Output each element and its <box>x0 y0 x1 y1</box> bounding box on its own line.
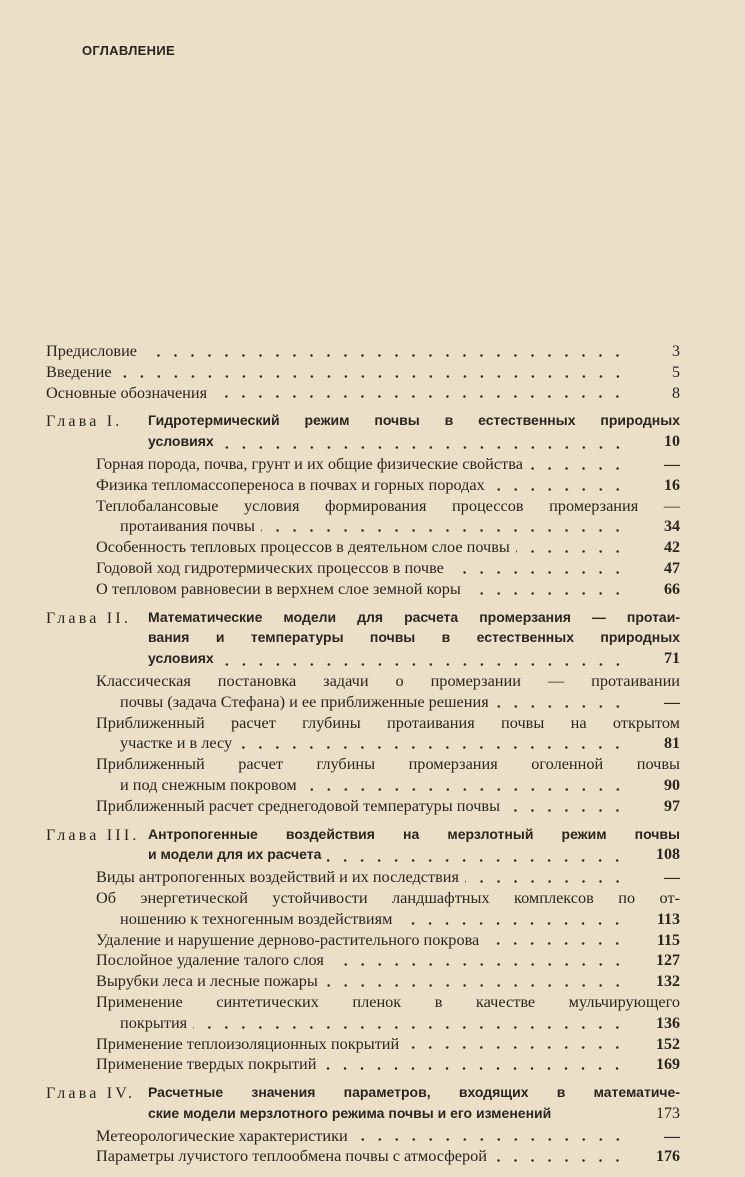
chapter-title <box>148 826 680 868</box>
dot-leader <box>405 1046 626 1049</box>
toc-line <box>96 909 680 930</box>
dot-leader <box>143 354 626 357</box>
toc-line <box>96 950 680 971</box>
entry-text: ские модели мерзлотного режима почвы и его изменений <box>148 1104 552 1121</box>
page-number: — <box>664 1127 680 1145</box>
chapter-heading[interactable] <box>46 412 680 454</box>
entry-text: Параметры лучистого теплообмена почвы с атмосферой <box>96 1146 487 1166</box>
toc-line <box>96 1146 680 1167</box>
toc-entry[interactable] <box>46 713 680 755</box>
entry-text: Классическая постановка задачи о промерзании — протаивании <box>96 670 680 690</box>
toc-line <box>46 341 680 362</box>
toc-line <box>96 454 680 475</box>
toc-line <box>96 671 680 692</box>
entry-text: Основные обозначения <box>46 382 208 402</box>
page-number: 3 <box>672 343 680 360</box>
chapter-title <box>148 609 680 671</box>
entry-text: покрытия <box>120 1012 188 1032</box>
toc-entry[interactable] <box>46 754 680 796</box>
page-title: ОГЛАВЛЕНИЕ <box>82 43 175 58</box>
dot-leader <box>398 922 626 925</box>
entry-text: и под снежным покровом <box>120 774 297 794</box>
toc-entry[interactable] <box>46 383 680 404</box>
entry-text: условиях <box>148 433 214 450</box>
dot-leader <box>303 788 626 791</box>
toc-entry[interactable] <box>46 971 680 992</box>
toc-line <box>96 579 680 600</box>
toc-line <box>96 1126 680 1147</box>
dot-leader <box>354 1138 626 1141</box>
entry-text: Теплобалансовые условия формирования процессов промерзания — <box>96 495 680 515</box>
entry-text: Особенность тепловых процессов в деятельном слое почвы <box>96 537 510 557</box>
entry-text: почвы (задача Стефана) и ее приближенные решения <box>120 691 489 711</box>
dot-leader <box>450 571 626 574</box>
page-number: 136 <box>656 1014 680 1032</box>
dot-leader <box>465 880 626 883</box>
page-number: 42 <box>664 539 680 557</box>
toc-entry[interactable] <box>46 558 680 579</box>
toc-entry[interactable] <box>46 537 680 558</box>
chapter-sections <box>46 671 680 817</box>
toc-line <box>96 496 680 517</box>
entry-text: Приближенный расчет среднегодовой температуры почвы <box>96 795 501 815</box>
page-number: 34 <box>664 518 680 536</box>
toc-line <box>96 713 680 734</box>
page-number: 90 <box>664 776 680 794</box>
page-number: 127 <box>656 952 680 970</box>
toc-entry[interactable] <box>46 1034 680 1055</box>
dot-leader <box>118 375 626 378</box>
entry-text: Расчетные значения параметров, входящих в математиче- <box>148 1084 680 1101</box>
entry-text: Об энергетической устойчивости ландшафтных комплексов по от- <box>96 887 680 907</box>
dot-leader <box>467 592 626 595</box>
entry-text: вания и температуры почвы в естественных природных <box>148 629 680 646</box>
toc-line <box>148 650 680 671</box>
entry-text: Предисловие <box>46 341 138 360</box>
page-number: 176 <box>656 1148 680 1166</box>
entry-text: Горная порода, почва, грунт и их общие физические свойства <box>96 453 523 473</box>
page-number: 113 <box>656 910 680 928</box>
toc-line <box>96 796 680 817</box>
toc-line <box>96 971 680 992</box>
toc-entry[interactable] <box>46 579 680 600</box>
toc-line <box>96 537 680 558</box>
toc-line <box>148 412 680 433</box>
dot-leader <box>220 663 626 666</box>
toc-line <box>148 433 680 454</box>
toc-line <box>96 930 680 951</box>
chapter-title <box>148 412 680 454</box>
toc-line <box>46 383 680 404</box>
chapter-title <box>148 1084 680 1126</box>
toc-line <box>96 1054 680 1075</box>
toc-line <box>96 867 680 888</box>
entry-text: и модели для их расчета <box>148 846 322 863</box>
entry-text: участке и в лесу <box>120 733 233 753</box>
toc-entry[interactable] <box>46 475 680 496</box>
entry-text: Применение синтетических пленок в качестве мульчирующего <box>96 991 680 1011</box>
toc-entry[interactable] <box>46 950 680 971</box>
toc-line <box>148 1084 680 1105</box>
entry-text: Вырубки леса и лесные пожары <box>96 971 318 991</box>
page-number: 81 <box>664 735 680 753</box>
page-number: 97 <box>664 797 680 815</box>
dot-leader <box>330 963 626 966</box>
entry-text: условиях <box>148 650 214 667</box>
chapter-heading[interactable] <box>46 826 680 868</box>
page-number: 16 <box>664 476 680 494</box>
toc-entry[interactable] <box>46 1126 680 1147</box>
entry-text: Метеорологические характеристики <box>96 1125 348 1145</box>
dot-leader <box>495 705 626 708</box>
dot-leader <box>322 1067 626 1070</box>
page-number: 132 <box>656 973 680 991</box>
page-number: 71 <box>664 650 680 668</box>
entry-text: Гидротермический режим почвы в естественных природных <box>148 412 680 429</box>
toc-line <box>46 362 680 383</box>
dot-leader <box>213 395 626 398</box>
dot-leader <box>491 488 626 491</box>
page-number: 8 <box>672 384 680 402</box>
entry-text: Применение твердых покрытий <box>96 1054 317 1074</box>
toc-line <box>96 775 680 796</box>
dot-leader <box>506 809 626 812</box>
entry-text: Виды антропогенных воздействий и их последствия <box>96 867 459 887</box>
page-number: 10 <box>664 433 680 451</box>
toc-line <box>148 846 680 867</box>
toc-line <box>148 1105 680 1126</box>
page-number: — <box>664 693 680 711</box>
entry-text: Удаление и нарушение дерново-растительного покрова <box>96 929 480 949</box>
dot-leader <box>220 446 626 449</box>
dot-leader <box>261 529 626 532</box>
chapter-label: Глава I. <box>46 413 123 431</box>
page-number: 66 <box>664 580 680 598</box>
chapter-label: Глава IV. <box>46 1085 136 1103</box>
page-number: 115 <box>656 931 680 949</box>
toc-entry[interactable] <box>46 992 680 1034</box>
toc-entry[interactable] <box>46 671 680 713</box>
toc-entry[interactable] <box>46 888 680 930</box>
entry-text: ношению к техногенным воздействиям <box>120 908 393 928</box>
page-number: 169 <box>656 1056 680 1074</box>
chapter-sections <box>46 1126 680 1168</box>
chapter-heading[interactable] <box>46 1084 680 1126</box>
toc-line <box>96 558 680 579</box>
chapter-sections <box>46 454 680 600</box>
page-number: 47 <box>664 559 680 577</box>
toc-entry[interactable] <box>46 496 680 538</box>
dot-leader <box>529 467 626 470</box>
entry-text: Математические модели для расчета промерзания — протаи- <box>148 608 680 625</box>
page-number: — <box>664 869 680 887</box>
toc-line <box>96 992 680 1013</box>
toc-entry[interactable] <box>46 362 680 383</box>
dot-leader <box>193 1026 626 1029</box>
chapter-label: Глава II. <box>46 609 132 627</box>
toc-line <box>96 888 680 909</box>
toc-entry[interactable] <box>46 930 680 951</box>
toc-line <box>96 733 680 754</box>
entry-text: Приближенный расчет глубины протаивания почвы на открытом <box>96 712 680 732</box>
toc-line <box>148 826 680 847</box>
chapter-label: Глава III. <box>46 826 140 844</box>
page-number: 152 <box>656 1035 680 1053</box>
dot-leader <box>516 550 626 553</box>
entry-text: Антропогенные воздействия на мерзлотный режим почвы <box>148 825 680 842</box>
dot-leader <box>324 984 626 987</box>
toc-line <box>96 475 680 496</box>
toc-line <box>148 629 680 650</box>
toc-entry[interactable] <box>46 867 680 888</box>
toc-entry[interactable] <box>46 454 680 475</box>
toc-entry[interactable] <box>46 1054 680 1075</box>
entry-text: О тепловом равновесии в верхнем слое земной коры <box>96 578 461 598</box>
entry-text: протаивания почвы <box>120 516 255 536</box>
table-of-contents <box>46 341 680 1167</box>
entry-text: Физика тепломассопереноса в почвах и горных породах <box>96 474 485 494</box>
toc-line <box>96 516 680 537</box>
entry-text: Применение теплоизоляционных покрытий <box>96 1033 400 1053</box>
toc-line <box>96 1013 680 1034</box>
entry-text: Приближенный расчет глубины промерзания оголенной почвы <box>96 754 680 774</box>
chapter-sections <box>46 867 680 1075</box>
toc-entry[interactable] <box>46 341 680 362</box>
page-number: 108 <box>656 846 680 864</box>
toc-line <box>148 609 680 630</box>
toc-line <box>96 1034 680 1055</box>
dot-leader <box>327 859 626 862</box>
entry-text: Послойное удаление талого слоя <box>96 950 324 970</box>
dot-leader <box>238 746 626 749</box>
page-number: 173 <box>656 1104 680 1122</box>
dot-leader <box>493 1159 626 1162</box>
toc-line <box>96 692 680 713</box>
entry-text: Годовой ход гидротермических процессов в почве <box>96 557 444 577</box>
toc-entry[interactable] <box>46 1146 680 1167</box>
chapter-heading[interactable] <box>46 609 680 671</box>
toc-entry[interactable] <box>46 796 680 817</box>
page-number: — <box>664 455 680 473</box>
page-number: 5 <box>672 363 680 381</box>
entry-text: Введение <box>46 361 112 381</box>
toc-line <box>96 754 680 775</box>
dot-leader <box>485 942 626 945</box>
